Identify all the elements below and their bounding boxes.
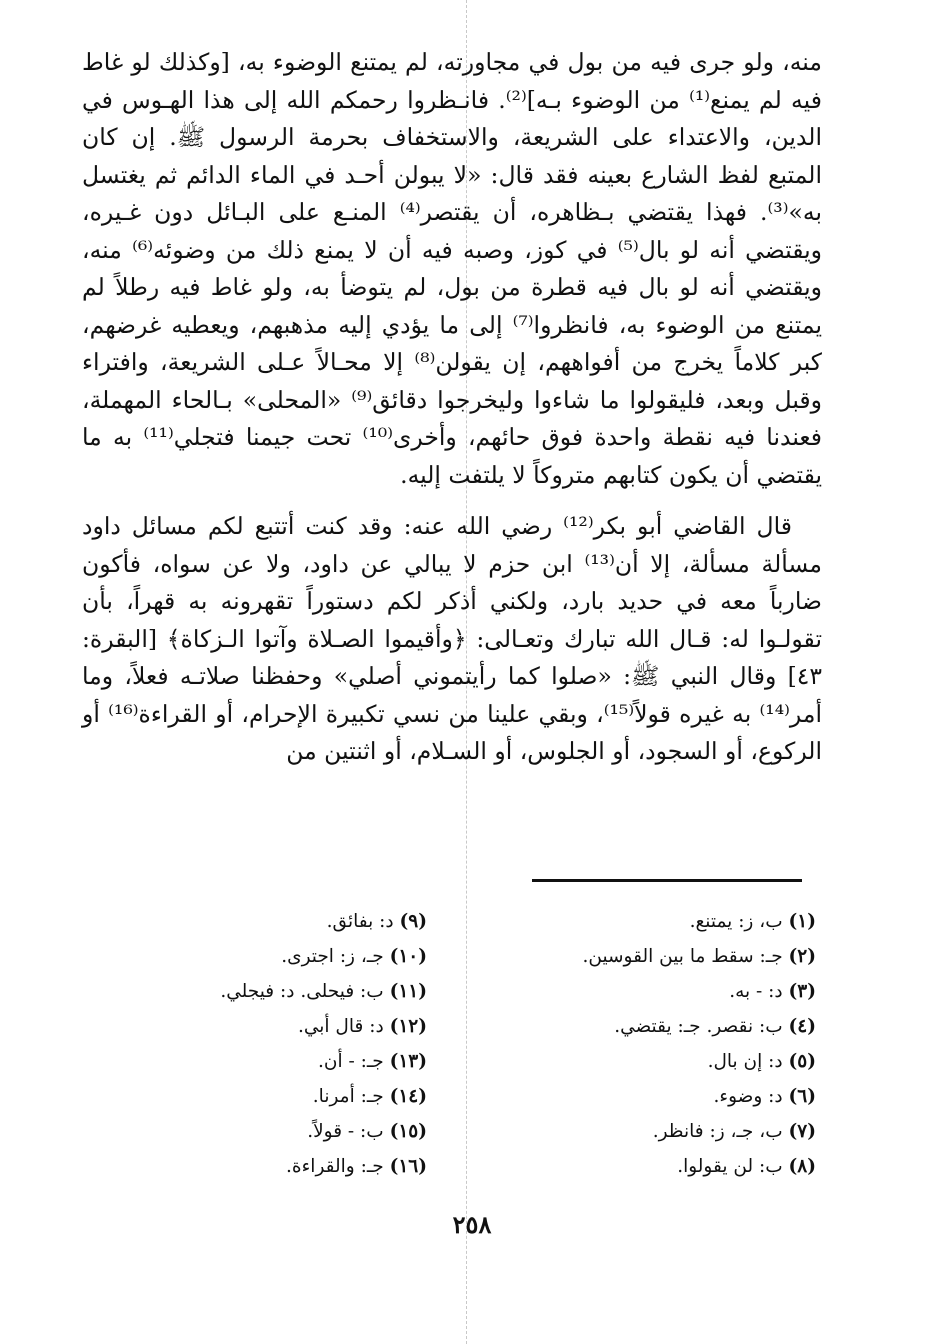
footnote-number: (٨) [788, 1156, 816, 1177]
footnote [137, 1079, 427, 1114]
footnote-separator [532, 879, 802, 882]
footnote-number: (١٥) [389, 1121, 427, 1142]
footnote-text: جـ: سقط ما بين القوسين. [582, 946, 783, 967]
footnote-text: ب، جـ، ز: فانظر. [652, 1121, 783, 1142]
footnotes-right-column [496, 904, 816, 1184]
footnote-text: د: قال أبي. [297, 1016, 384, 1037]
footnote [137, 1009, 427, 1044]
footnote-text: ب: لن يقولوا. [677, 1156, 783, 1177]
footnote [137, 974, 427, 1009]
footnote-number: (٤) [788, 1016, 816, 1037]
footnote-number: (٥) [788, 1051, 816, 1072]
footnote-number: (٧) [788, 1121, 816, 1142]
footnote-number: (١٠) [389, 946, 427, 967]
paragraph: قال القاضي أبو بكر⁽¹²⁾ رضي الله عنه: وقد كنت أتتبع لكم مسائل داود مسألة مسألة، إلا أن⁽¹³⁾ ابن حزم لا يبالي عن داود، ولا عن سواه، فأكون ضارباً معه في حديد بارد، ولكني أذكر لكم دستوراً تقهرونه به قهراً، بأن تقولـوا له: قـال الله تبارك وتعـالى: ﴿وأقيموا الصـلاة وآتوا الـزكاة﴾ [البقرة: ٤٣] وقال النبي ﷺ: «صلوا كما رأيتموني أصلي» وحفظنا صلاتـه فعلاً، وما أمر⁽¹⁴⁾ به غيره قولاً⁽¹⁵⁾، وبقي علينا من نسي تكبيرة الإحرام، أو القراءة⁽¹⁶⁾ أو الركوع، أو السجود، أو الجلوس، أو السـلام، أو اثنتين من [82, 512, 822, 765]
footnote [137, 939, 427, 974]
footnote-text: د: إن بال. [707, 1051, 783, 1072]
footnote-text: ب، ز: يمتنع. [689, 911, 783, 932]
footnote [496, 1009, 816, 1044]
footnote [496, 974, 816, 1009]
footnote-text: ب: فيحلى. د: فيجلي. [220, 981, 384, 1002]
footnote-text: ب: - قولاً. [307, 1121, 384, 1142]
footnote [137, 1149, 427, 1184]
footnote-number: (١٤) [389, 1086, 427, 1107]
main-text [82, 44, 822, 771]
footnote-text: جـ: والقراءة. [286, 1156, 384, 1177]
footnote [496, 1044, 816, 1079]
footnote [496, 904, 816, 939]
footnote-number: (٣) [788, 981, 816, 1002]
footnote-text: د: - به. [729, 981, 783, 1002]
footnote-number: (١) [788, 911, 816, 932]
footnote [137, 904, 427, 939]
footnote-number: (٢) [788, 946, 816, 967]
footnote-number: (١٣) [389, 1051, 427, 1072]
footnote-text: جـ: - أن. [317, 1051, 384, 1072]
footnote-text: جـ: أمرنا. [312, 1086, 384, 1107]
footnote-number: (٩) [399, 911, 427, 932]
footnote [496, 1149, 816, 1184]
footnote [496, 1079, 816, 1114]
footnote-number: (١٢) [389, 1016, 427, 1037]
footnote [137, 1114, 427, 1149]
footnote [137, 1044, 427, 1079]
footnote-number: (١٦) [389, 1156, 427, 1177]
footnote-text: جـ، ز: اجترى. [281, 946, 384, 967]
paragraph: منه، ولو جرى فيه من بول في مجاورته، لم يمتنع الوضوء به، [وكذلك لو غاط فيه لم يمنع⁽¹⁾ من الوضوء بـه]⁽²⁾. فانـظروا رحمكم الله إلى هذا الهـوس في الدين، والاعتداء على الشريعة، والاستخفاف بحرمة الرسول ﷺ. إن كان المتبع لفظ الشارع بعينه فقد قال: «لا يبولن أحـد في الماء الدائم ثم يغتسل به»⁽³⁾. فهذا يقتضي بـظاهره، أن يقتصر⁽⁴⁾ المنـع على البـائل دون غـيره، ويقتضي أنه لو بال⁽⁵⁾ في كوز، وصبه فيه أن لا يمنع ذلك من وضوئه⁽⁶⁾ منه، ويقتضي أنه لو بال فيه قطرة من بول، لم يتوضأ به، ولو غاط فيه رطلاً لم يمتنع من الوضوء به، فانظروا⁽⁷⁾ إلى ما يؤدي إليه مذهبهم، ويعطيه غرضهم، كبر كلاماً يخرج من أفواههم، إن يقولن⁽⁸⁾ إلا محـالاً عـلى الشريعة، وافتراء وقبل وبعد، فليقولوا ما شاءوا وليخرجوا دقائق⁽⁹⁾ «المحلى» بـالحاء المهملة، فعندنا فيه نقطة واحدة فوق حائهم، وأخرى⁽¹⁰⁾ تحت جيمنا فتجلي⁽¹¹⁾ به ما يقتضي أن يكون كتابهم متروكاً لا يلتفت إليه. [82, 48, 823, 489]
footnote-text: د: وضوء. [713, 1086, 783, 1107]
page-number: ٢٥٨ [452, 1210, 492, 1239]
footnote-number: (٦) [788, 1086, 816, 1107]
footnote [496, 1114, 816, 1149]
footnotes-left-column [137, 904, 427, 1184]
footnote-text: ب: نقصر. جـ: يقتضي. [614, 1016, 783, 1037]
footnote-number: (١١) [389, 981, 427, 1002]
footnote-text: د: بفائق. [326, 911, 394, 932]
footnote [496, 939, 816, 974]
